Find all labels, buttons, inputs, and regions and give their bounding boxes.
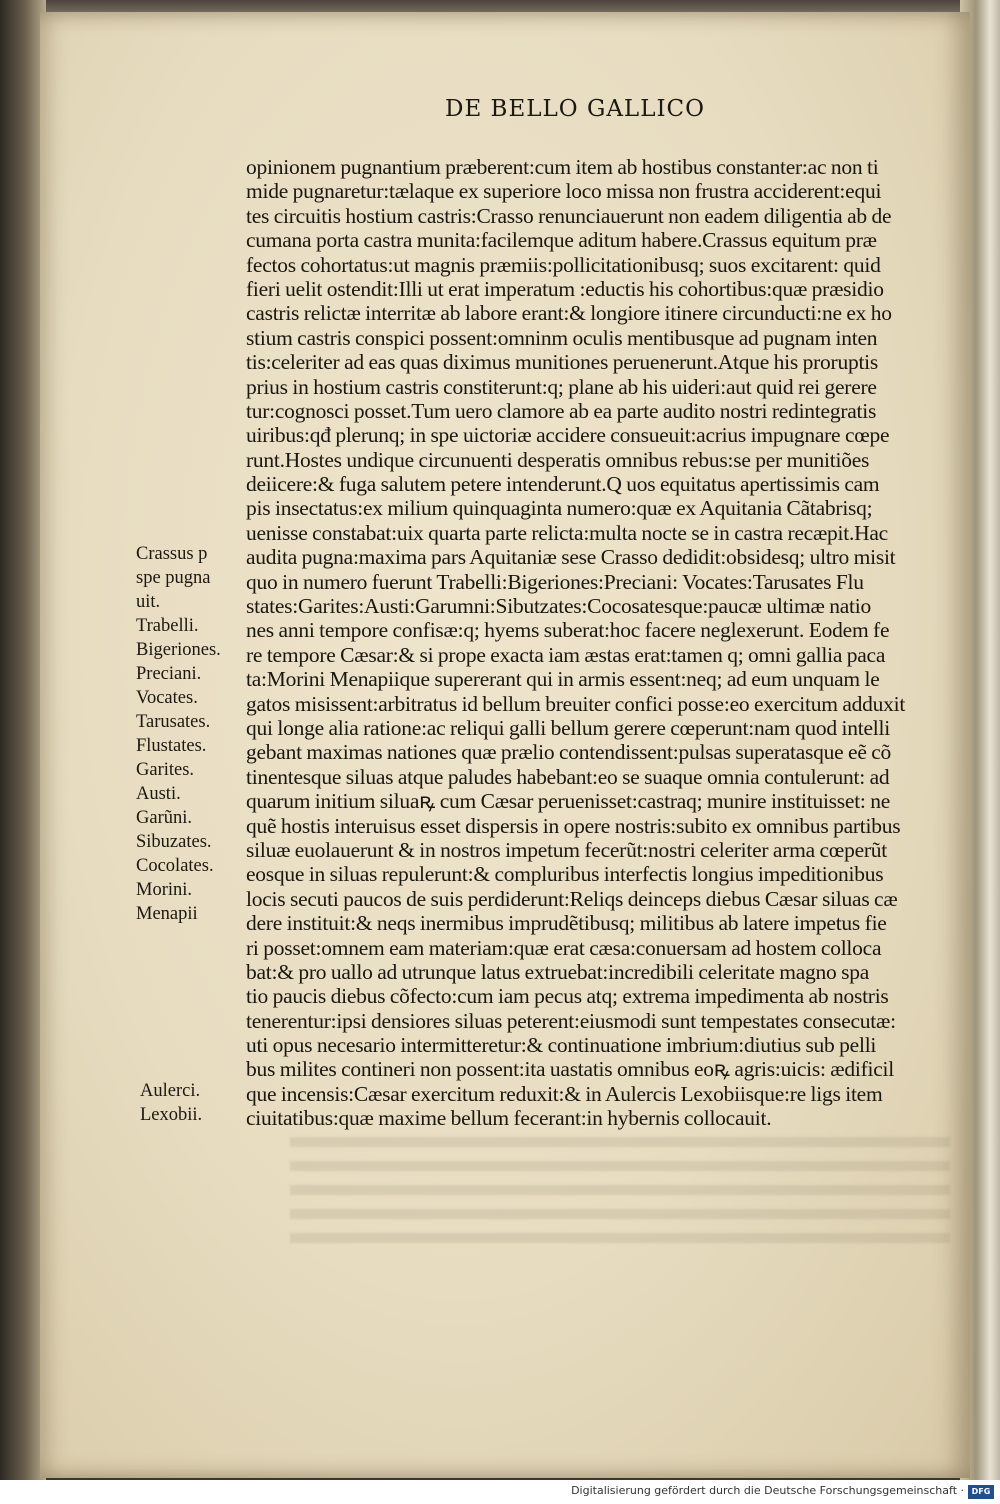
margin-note: Vocates. bbox=[136, 688, 198, 708]
text-line: opinionem pugnantium præberent:cum item ab hostibus constanter:ac non ti bbox=[246, 155, 879, 179]
text-line: stium castris conspici possent:omninm oculis mentibusque ad pugnam inten bbox=[246, 325, 878, 350]
text-line: bat:& pro uallo ad utrunque latus extruebat:incredibili celeritate magno spa bbox=[246, 959, 870, 984]
text-line: castris relictæ interritæ ab labore erant:& longiore itinere circunducti:ne ex ho bbox=[246, 301, 892, 326]
text-line: tur:cognosci posset.Tum uero clamore ab ea parte audito nostri redintegratis bbox=[246, 398, 877, 423]
text-line: siluæ euolauerunt & in nostros impetum fecerũt:nostri celeriter arma cœperũt bbox=[246, 837, 888, 862]
margin-note: Menapii bbox=[136, 904, 198, 924]
text-line: deiicere:& fuga salutem petere intenderunt.Q uos equitatus apertissimis cam bbox=[246, 472, 880, 497]
text-line: uiribus:qđ plerunq; in spe uictoriæ accidere consueuit:acrius impugnare cœpe bbox=[246, 423, 890, 448]
margin-note: Preciani. bbox=[136, 664, 202, 684]
margin-note: uit. bbox=[136, 592, 161, 612]
margin-notes bbox=[136, 542, 246, 926]
running-head: DE BELLO GALLICO bbox=[445, 96, 706, 122]
margin-note: Trabelli. bbox=[136, 616, 199, 636]
text-line: tinentesque siluas atque paludes habebant:eo se suaque omnia contulerunt: ad bbox=[246, 764, 890, 789]
text-line: tio paucis diebus cõfecto:cum iam pecus atq; extrema impedimenta ab nostris bbox=[246, 984, 889, 1009]
text-line: gebant maximas nationes quæ prælio contendissent:pulsas superatasque eẽ cõ bbox=[246, 740, 892, 765]
text-line: uenisse constabat:uix quarta parte relicta:multa nocte se in castra recæpit.Hac bbox=[246, 520, 888, 545]
margin-note: Tarusates. bbox=[136, 712, 211, 732]
text-line: fectos cohortatus:ut magnis præmiis:pollicitationibusq; suos excitarent: quid bbox=[246, 252, 881, 277]
text-line: dere instituit:& neqs inermibus imprudẽtibusq; militibus ab latere impetus fie bbox=[246, 911, 887, 936]
body-text bbox=[246, 155, 940, 1131]
margin-note: Cocolates. bbox=[136, 856, 214, 876]
text-line: re tempore Cæsar:& si prope exacta iam æstas erat:tamen q; omni gallia paca bbox=[246, 642, 886, 667]
text-line: bus milites contineri non possent:ita uastatis omnibus eoꝶ agris:uicis: ædificil bbox=[246, 1057, 894, 1082]
text-line: audita pugna:maxima pars Aquitaniæ sese Crasso dedidit:obsidesq; ultro misit bbox=[246, 545, 896, 570]
text-line: mide pugnaretur:tælaque ex superiore loco missa non frustra acciderent:equi bbox=[246, 179, 882, 204]
text-line: locis secuti paucos de suis perdiderunt:Reliqs deinceps diebus Cæsar siluas cæ bbox=[246, 886, 898, 911]
text-line: ciuitatibus:quæ maxime bellum fecerant:in hybernis collocauit. bbox=[246, 1106, 772, 1131]
margin-note: spe pugna bbox=[136, 568, 211, 588]
bleed-through-text bbox=[290, 1137, 950, 1247]
margin-note: Garites. bbox=[136, 760, 195, 780]
text-line: qui longe alia ratione:ac reliqui galli bellum gerere cœperunt:nam quod intelli bbox=[246, 715, 890, 740]
footer-credit: Digitalisierung gefördert durch die Deutsche Forschungsgemeinschaft · bbox=[571, 1484, 964, 1497]
text-line: quo in numero fuerunt Trabelli:Bigeriones:Preciani: Vocates:Tarusates Flu bbox=[246, 569, 864, 594]
text-line: runt.Hostes undique circunuenti desperatis omnibus rebus:se per munitiões bbox=[246, 447, 870, 472]
text-line: pis insectatus:ex milium quinquaginta numero:quæ ex Aquitania Cãtabrisq; bbox=[246, 496, 873, 521]
text-line: prius in hostium castris constiterunt:q; plane ab his uideri:aut quid rei gerere bbox=[246, 374, 877, 399]
margin-note: Flustates. bbox=[136, 736, 207, 756]
text-line: quarum initium siluaꝶ cum Cæsar peruenisset:castraq; munire instituisset: ne bbox=[246, 789, 891, 814]
text-line: tis:celeriter ad eas quas diximus munitiones peruenerunt.Atque his proruptis bbox=[246, 350, 879, 375]
margin-note: Morini. bbox=[136, 880, 193, 900]
margin-note: Lexobii. bbox=[140, 1105, 203, 1125]
text-line: cumana porta castra munita:facilemque aditum habere.Crassus equitum præ bbox=[246, 228, 877, 253]
text-line: que incensis:Cæsar exercitum reduxit:& in Aulercis Lexobiisque:re ligs item bbox=[246, 1081, 883, 1106]
text-line: states:Garites:Austi:Garumni:Sibutzates:Cocosatesque:paucæ ultimæ natio bbox=[246, 594, 871, 619]
margin-note: Austi. bbox=[136, 784, 181, 804]
margin-note: Bigeriones. bbox=[136, 640, 221, 660]
text-line: tenerentur:ipsi densiores siluas peterent:eiusmodi sunt tempestates consecutæ: bbox=[246, 1008, 896, 1033]
margin-notes-bottom bbox=[140, 1079, 250, 1127]
text-line: fieri uelit ostendit:Illi ut erat imperatum :eductis his cohortibus:quæ præsidio bbox=[246, 276, 884, 301]
text-line: ri posset:omnem eam materiam:quæ erat cæsa:conuersam ad hostem colloca bbox=[246, 935, 882, 960]
text-line: eosque in siluas repulerunt:& compluribus interfectis longius impeditionibus bbox=[246, 862, 884, 887]
margin-note: Crassus p bbox=[136, 544, 208, 564]
text-line: quẽ hostis interuisus esset dispersis in opere nostris:subito ex omnibus partibus bbox=[246, 813, 901, 838]
text-line: tes circuitis hostium castris:Crasso renunciauerunt non eadem diligentia ab de bbox=[246, 203, 892, 228]
text-line: uti opus necesario intermitteretur:& continuatione imbrium:diutius sub pelli bbox=[246, 1033, 877, 1058]
margin-note: Sibuzates. bbox=[136, 832, 212, 852]
dfg-logo-icon: DFG bbox=[968, 1485, 994, 1499]
text-line: nes anni tempore confisæ:q; hyems suberat:hoc facere neglexerunt. Eodem fe bbox=[246, 618, 890, 643]
margin-note: Garũni. bbox=[136, 808, 192, 828]
text-line: gatos misissent:arbitratus id bellum breuiter confici posse:eo exercitum adduxit bbox=[246, 691, 906, 716]
text-line: ta:Morini Menapiique supererant qui in armis essent:neq; ad eum unquam le bbox=[246, 667, 880, 692]
margin-note: Aulerci. bbox=[140, 1081, 201, 1101]
